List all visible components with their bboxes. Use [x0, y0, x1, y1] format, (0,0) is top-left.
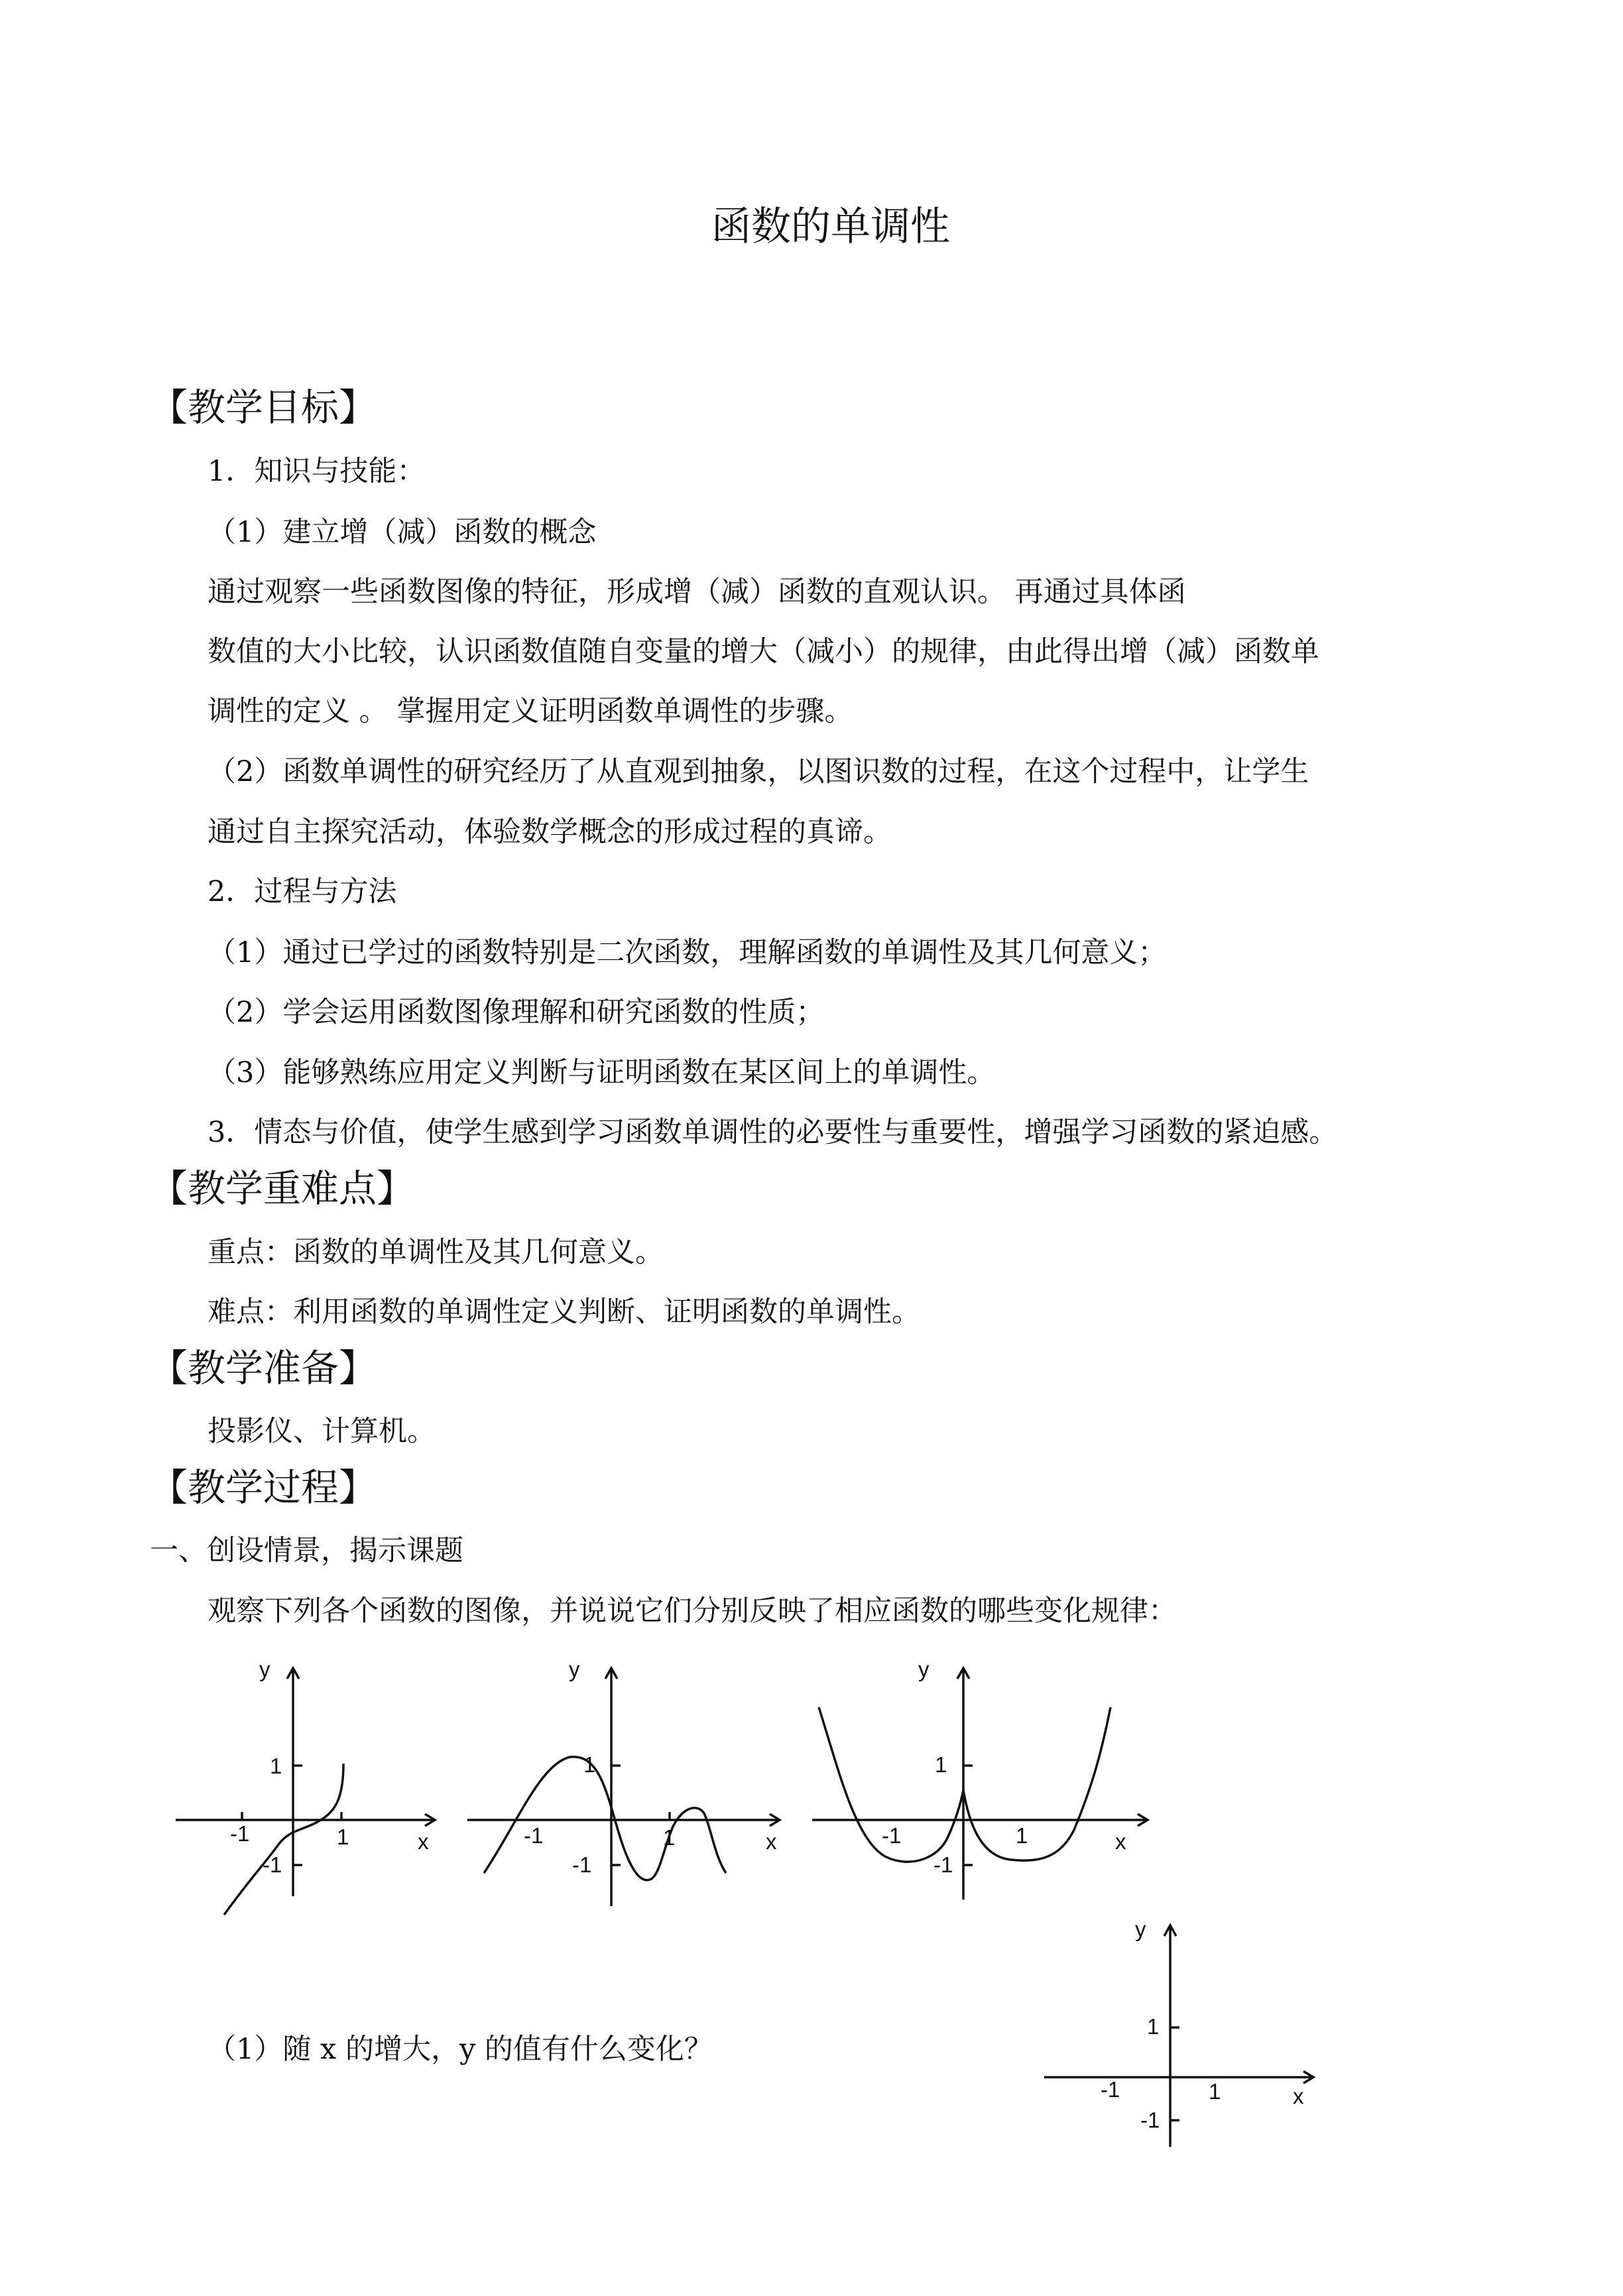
tick-label: -1 — [1140, 2108, 1160, 2132]
objective-item-1: 1．知识与技能： — [208, 455, 426, 488]
tick-label: 1 — [1147, 2014, 1160, 2039]
tick-label: 1 — [1016, 1823, 1028, 1848]
tick-label: -1 — [1101, 2077, 1120, 2102]
objective-item-2: 2．过程与方法 — [208, 875, 397, 908]
objective-item-1-2-cont: 通过自主探究活动，体验数学概念的形成过程的真谛。 — [208, 816, 892, 849]
tick-label: 1 — [1209, 2079, 1221, 2104]
preparation-text: 投影仪、计算机。 — [208, 1415, 436, 1448]
tick-label: -1 — [263, 1852, 282, 1877]
tick-label: 1 — [583, 1752, 596, 1777]
x-label: x — [1115, 1829, 1126, 1854]
objective-item-1-2: （2）函数单调性的研究经历了从直观到抽象，以图识数的过程，在这个过程中，让学生 — [208, 755, 1309, 788]
tick-label: -1 — [524, 1823, 544, 1848]
objective-item-2-1: （1）通过已学过的函数特别是二次函数，理解函数的单调性及其几何意义； — [208, 936, 1167, 969]
y-label: y — [918, 1657, 930, 1681]
x-label: x — [1293, 2084, 1304, 2108]
tick-label: 1 — [935, 1752, 947, 1777]
objective-paragraph-line: 数值的大小比较，认识函数值随自变量的增大（减小）的规律，由此得出增（减）函数单 — [208, 635, 1319, 668]
key-point: 重点：函数的单调性及其几何意义。 — [208, 1236, 664, 1269]
function-curve — [819, 1707, 1111, 1862]
page-title: 函数的单调性 — [711, 204, 950, 250]
tick-label: 1 — [663, 1825, 676, 1850]
tick-label: -1 — [933, 1852, 953, 1877]
objective-item-2-3: （3）能够熟练应用定义判断与证明函数在某区间上的单调性。 — [208, 1056, 996, 1089]
difficult-point: 难点：利用函数的单调性定义判断、证明函数的单调性。 — [208, 1296, 920, 1329]
tick-label: -1 — [230, 1821, 250, 1846]
process-intro: 观察下列各个函数的图像，并说说它们分别反映了相应函数的哪些变化规律： — [208, 1595, 1177, 1628]
objective-paragraph-line: 调性的定义 。 掌握用定义证明函数单调性的步骤。 — [208, 695, 853, 728]
objective-paragraph-line: 通过观察一些函数图像的特征，形成增（减）函数的直观认识。 再通过具体函 — [208, 575, 1186, 609]
question-1: （1）随 x 的增大，y 的值有什么变化？ — [208, 2033, 713, 2066]
x-label: x — [766, 1829, 777, 1854]
process-subheading: 一、创设情景，揭示课题 — [150, 1534, 463, 1567]
function-curve — [484, 1757, 726, 1880]
objective-item-1-1: （1）建立增（减）函数的概念 — [208, 516, 597, 549]
y-label: y — [569, 1657, 580, 1681]
objective-item-2-2: （2）学会运用函数图像理解和研究函数的性质； — [208, 996, 825, 1029]
process-heading: 【教学过程】 — [150, 1466, 377, 1510]
tick-label: -1 — [882, 1823, 902, 1848]
x-label: x — [418, 1829, 429, 1854]
function-graph-2 — [464, 1658, 789, 1909]
tick-label: -1 — [572, 1852, 592, 1877]
preparation-heading: 【教学准备】 — [150, 1347, 377, 1390]
key-points-heading: 【教学重难点】 — [150, 1167, 414, 1211]
tick-label: 1 — [270, 1754, 282, 1778]
y-label: y — [1135, 1917, 1146, 1941]
blank-axes-graph — [1041, 1915, 1319, 2153]
objective-item-3: 3．情态与价值，使学生感到学习函数单调性的必要性与重要性，增强学习函数的紧迫感。 — [208, 1116, 1338, 1149]
y-label: y — [259, 1657, 270, 1681]
objectives-heading: 【教学目标】 — [150, 386, 377, 430]
tick-label: 1 — [337, 1825, 349, 1849]
function-graph-1 — [172, 1658, 444, 1923]
function-graph-3 — [809, 1658, 1154, 1909]
